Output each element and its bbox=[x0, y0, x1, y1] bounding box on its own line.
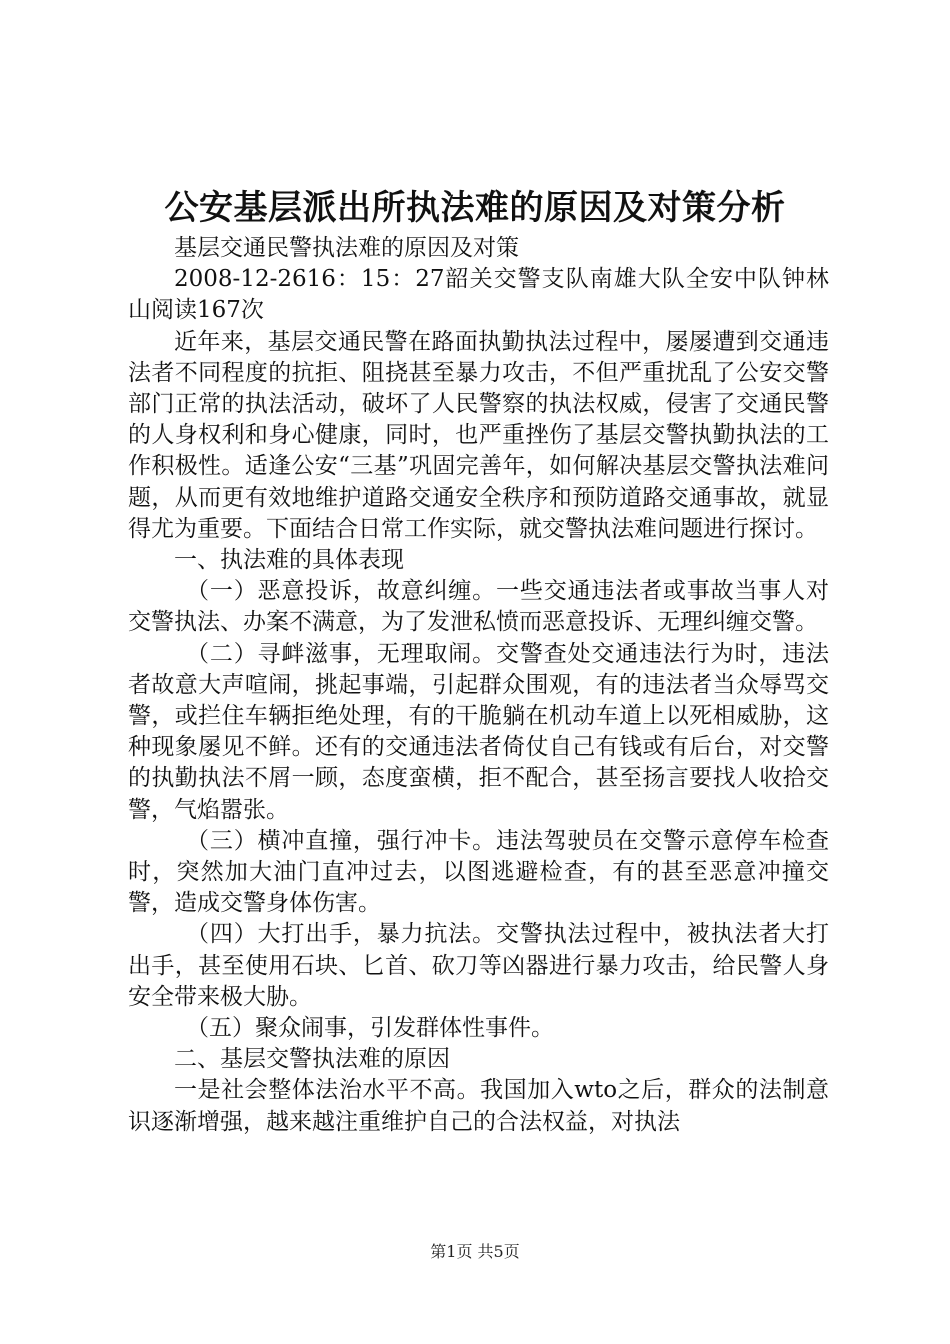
document-title: 公安基层派出所执法难的原因及对策分析 bbox=[164, 188, 786, 228]
paragraph-meta: 2008-12-2616：15：27韶关交警支队南雄大队全安中队钟林山阅读167次 bbox=[128, 266, 829, 324]
section-heading-2: 二、基层交警执法难的原因 bbox=[174, 1046, 450, 1073]
paragraph-reason-1: 一是社会整体法治水平不高。我国加入wto之后，群众的法制意识逐渐增强，越来越注重维护自己的合法权益，对执法 bbox=[128, 1077, 829, 1135]
paragraph-item-4: （四）大打出手，暴力抗法。交警执法过程中，被执法者大打出手，甚至使用石块、匕首、砍刀等凶器进行暴力攻击，给民警人身安全带来极大胁。 bbox=[128, 921, 829, 1010]
paragraph-intro: 近年来，基层交通民警在路面执勤执法过程中，屡屡遭到交通违法者不同程度的抗拒、阻挠甚至暴力攻击，不但严重扰乱了公安交警部门正常的执法活动，破坏了人民警察的执法权威，侵害了交通民警的人身权利和身心健康，同时，也严重挫伤了基层交警执勤执法的工作积极性。适逢公安“三基”巩固完善年，如何解决基层交警执法难问题，从而更有效地维护道路交通安全秩序和预防道路交通事故，就显得尤为重要。下面结合日常工作实际，就交警执法难问题进行探讨。 bbox=[128, 328, 829, 542]
paragraph-item-2: （二）寻衅滋事，无理取闹。交警查处交通违法行为时，违法者故意大声喧闹，挑起事端，引起群众围观，有的违法者当众辱骂交警，或拦住车辆拒绝处理，有的干脆躺在机动车道上以死相威胁，这种现象屡见不鲜。还有的交通违法者倚仗自己有钱或有后台，对交警的执勤执法不屑一顾，态度蛮横，拒不配合，甚至扬言要找人收拾交警，气焰嚣张。 bbox=[128, 640, 829, 823]
paragraph-item-3: （三）横冲直撞，强行冲卡。违法驾驶员在交警示意停车检查时，突然加大油门直冲过去，以图逃避检查，有的甚至恶意冲撞交警，造成交警身体伤害。 bbox=[128, 827, 829, 917]
section-heading-1: 一、执法难的具体表现 bbox=[174, 547, 404, 574]
document-body bbox=[128, 233, 829, 1138]
paragraph-subtitle: 基层交通民警执法难的原因及对策 bbox=[174, 235, 519, 261]
paragraph-item-5: （五）聚众闹事，引发群体性事件。 bbox=[186, 1015, 554, 1042]
paragraph-item-1: （一）恶意投诉，故意纠缠。一些交通违法者或事故当事人对交警执法、办案不满意，为了发泄私愤而恶意投诉、无理纠缠交警。 bbox=[128, 578, 829, 636]
page-footer: 第1页 共5页 bbox=[430, 1242, 520, 1261]
